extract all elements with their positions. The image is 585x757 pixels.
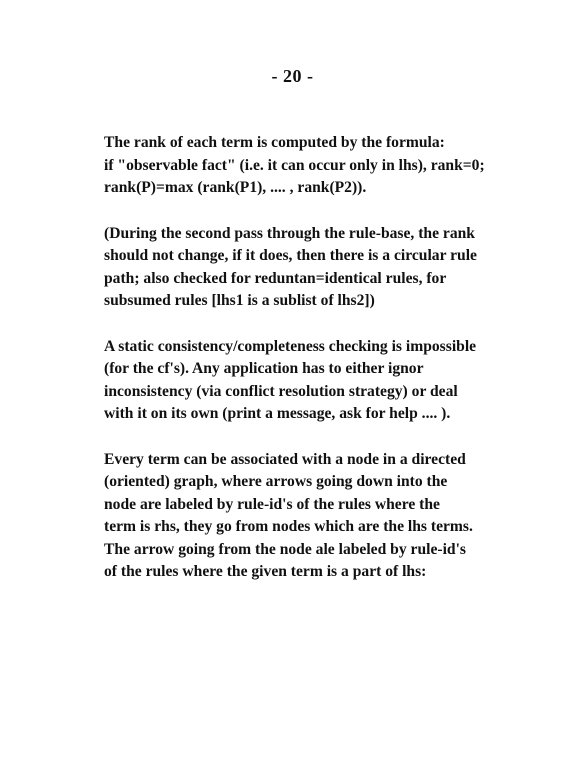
text-line: node are labeled by rule-id's of the rules where the bbox=[104, 495, 440, 513]
text-line: with it on its own (print a message, ask for help .... ). bbox=[104, 405, 451, 422]
paragraph-second-pass bbox=[104, 223, 564, 313]
text-line: if "observable fact" (i.e. it can occur only in lhs), rank=0; bbox=[104, 156, 485, 174]
text-line: The arrow going from the node ale labeled by rule-id's bbox=[104, 540, 466, 558]
text-line: A static consistency/completeness checking is impossible bbox=[104, 337, 477, 355]
text-line: path; also checked for reduntan=identical rules, for bbox=[104, 269, 447, 287]
text-line: rank(P)=max (rank(P1), .... , rank(P2)). bbox=[104, 179, 367, 196]
text-line: (for the cf's). Any application has to either ignor bbox=[104, 360, 424, 377]
text-line: term is rhs, they go from nodes which are the lhs terms. bbox=[104, 518, 473, 535]
text-line: of the rules where the given term is a part of lhs: bbox=[104, 563, 427, 580]
page-number: - 20 - bbox=[271, 66, 314, 86]
text-line: inconsistency (via conflict resolution strategy) or deal bbox=[104, 382, 458, 400]
page-body bbox=[104, 132, 564, 607]
paragraph-consistency bbox=[104, 336, 564, 426]
text-line: should not change, if it does, then there is a circular rule bbox=[104, 247, 477, 264]
paragraph-directed-graph bbox=[104, 449, 564, 584]
text-line: subsumed rules [lhs1 is a sublist of lhs2]) bbox=[104, 292, 375, 309]
text-line: (oriented) graph, where arrows going down into the bbox=[104, 473, 448, 490]
text-line: (During the second pass through the rule-base, the rank bbox=[104, 224, 475, 242]
text-line: Every term can be associated with a node in a directed bbox=[104, 450, 466, 468]
text-line: The rank of each term is computed by the formula: bbox=[104, 134, 445, 151]
paragraph-rank-formula bbox=[104, 132, 564, 200]
